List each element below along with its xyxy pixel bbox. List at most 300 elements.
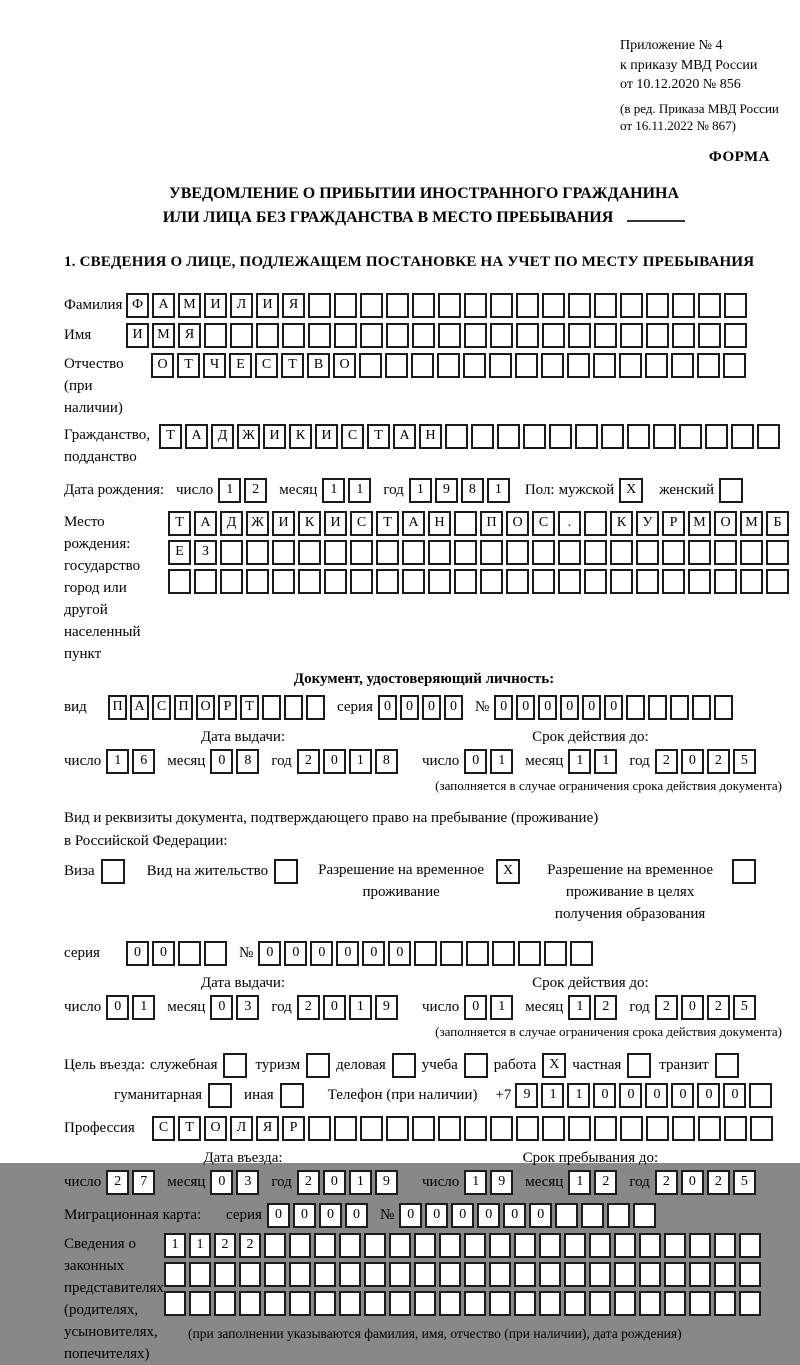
form-cell[interactable]: В — [307, 353, 330, 378]
form-cell[interactable]: 0 — [697, 1083, 720, 1108]
purpose-tourism-checkbox[interactable] — [306, 1053, 330, 1078]
form-cell[interactable] — [607, 1203, 630, 1228]
form-cell[interactable]: 0 — [106, 995, 129, 1020]
form-cell[interactable]: 5 — [733, 995, 756, 1020]
form-cell[interactable] — [724, 1116, 747, 1141]
form-cell[interactable] — [648, 695, 667, 720]
form-cell[interactable]: 2 — [244, 478, 267, 503]
form-cell[interactable]: 0 — [267, 1203, 290, 1228]
form-cell[interactable] — [544, 941, 567, 966]
form-cell[interactable] — [619, 353, 642, 378]
form-cell[interactable] — [204, 323, 227, 348]
form-cell[interactable] — [662, 540, 685, 565]
form-cell[interactable] — [568, 323, 591, 348]
form-cell[interactable] — [308, 1116, 331, 1141]
sex-male-checkbox[interactable]: X — [619, 478, 643, 503]
form-cell[interactable]: И — [272, 511, 295, 536]
form-cell[interactable] — [414, 1233, 436, 1258]
form-cell[interactable]: 1 — [541, 1083, 564, 1108]
form-cell[interactable] — [636, 540, 659, 565]
form-cell[interactable] — [731, 424, 754, 449]
form-cell[interactable] — [350, 540, 373, 565]
form-cell[interactable] — [414, 1291, 436, 1316]
form-cell[interactable]: 1 — [322, 478, 345, 503]
form-cell[interactable] — [364, 1233, 386, 1258]
form-cell[interactable]: 2 — [106, 1170, 129, 1195]
form-cell[interactable] — [489, 1291, 511, 1316]
form-cell[interactable] — [264, 1291, 286, 1316]
form-cell[interactable]: К — [298, 511, 321, 536]
form-cell[interactable] — [239, 1291, 261, 1316]
form-cell[interactable] — [445, 424, 468, 449]
form-cell[interactable]: 9 — [375, 995, 398, 1020]
form-cell[interactable] — [739, 1233, 761, 1258]
form-cell[interactable] — [389, 1233, 411, 1258]
form-cell[interactable]: 0 — [210, 749, 233, 774]
form-cell[interactable]: 1 — [464, 1170, 487, 1195]
form-cell[interactable] — [284, 695, 303, 720]
form-cell[interactable] — [664, 1233, 686, 1258]
purpose-private-checkbox[interactable] — [627, 1053, 651, 1078]
form-cell[interactable] — [386, 323, 409, 348]
form-cell[interactable] — [670, 695, 689, 720]
form-cell[interactable]: 2 — [594, 1170, 617, 1195]
form-cell[interactable] — [614, 1233, 636, 1258]
form-cell[interactable] — [339, 1291, 361, 1316]
form-cell[interactable] — [614, 1262, 636, 1287]
form-cell[interactable]: 1 — [487, 478, 510, 503]
form-cell[interactable]: 5 — [733, 1170, 756, 1195]
form-cell[interactable]: 0 — [422, 695, 441, 720]
form-cell[interactable]: И — [324, 511, 347, 536]
form-cell[interactable] — [214, 1262, 236, 1287]
form-cell[interactable] — [339, 1233, 361, 1258]
form-cell[interactable]: 0 — [400, 695, 419, 720]
form-cell[interactable] — [439, 1262, 461, 1287]
form-cell[interactable] — [698, 1116, 721, 1141]
form-cell[interactable]: 0 — [464, 995, 487, 1020]
form-cell[interactable] — [639, 1291, 661, 1316]
form-cell[interactable]: 2 — [655, 749, 678, 774]
form-cell[interactable]: 9 — [375, 1170, 398, 1195]
form-cell[interactable] — [489, 353, 512, 378]
form-cell[interactable] — [194, 569, 217, 594]
form-cell[interactable]: Е — [168, 540, 191, 565]
form-cell[interactable] — [589, 1291, 611, 1316]
form-cell[interactable] — [514, 1291, 536, 1316]
form-cell[interactable]: К — [289, 424, 312, 449]
form-cell[interactable] — [314, 1291, 336, 1316]
form-cell[interactable] — [239, 1262, 261, 1287]
form-cell[interactable] — [360, 323, 383, 348]
form-cell[interactable]: Т — [240, 695, 259, 720]
form-cell[interactable]: 1 — [218, 478, 241, 503]
form-cell[interactable] — [714, 1291, 736, 1316]
form-cell[interactable]: 2 — [297, 995, 320, 1020]
form-cell[interactable] — [589, 1233, 611, 1258]
form-cell[interactable] — [724, 293, 747, 318]
form-cell[interactable] — [724, 323, 747, 348]
form-cell[interactable] — [594, 323, 617, 348]
form-cell[interactable] — [688, 569, 711, 594]
form-cell[interactable] — [594, 293, 617, 318]
form-cell[interactable] — [314, 1262, 336, 1287]
form-cell[interactable]: 1 — [349, 749, 372, 774]
form-cell[interactable] — [698, 293, 721, 318]
form-cell[interactable] — [646, 293, 669, 318]
form-cell[interactable]: Т — [281, 353, 304, 378]
form-cell[interactable]: 1 — [349, 1170, 372, 1195]
form-cell[interactable] — [532, 569, 555, 594]
purpose-other-checkbox[interactable] — [280, 1083, 304, 1108]
form-cell[interactable]: 2 — [239, 1233, 261, 1258]
form-cell[interactable] — [542, 293, 565, 318]
form-cell[interactable] — [246, 569, 269, 594]
form-cell[interactable]: Н — [419, 424, 442, 449]
form-cell[interactable]: Я — [256, 1116, 279, 1141]
purpose-work-checkbox[interactable]: X — [542, 1053, 566, 1078]
form-cell[interactable]: А — [185, 424, 208, 449]
form-cell[interactable]: А — [130, 695, 149, 720]
form-cell[interactable] — [516, 1116, 539, 1141]
form-cell[interactable]: О — [204, 1116, 227, 1141]
form-cell[interactable]: У — [636, 511, 659, 536]
form-cell[interactable] — [466, 941, 489, 966]
form-cell[interactable] — [189, 1291, 211, 1316]
residence-permit-checkbox[interactable] — [274, 859, 298, 884]
form-cell[interactable] — [610, 540, 633, 565]
form-cell[interactable]: И — [126, 323, 149, 348]
form-cell[interactable]: М — [178, 293, 201, 318]
form-cell[interactable]: 0 — [444, 695, 463, 720]
form-cell[interactable]: 0 — [284, 941, 307, 966]
form-cell[interactable]: 0 — [388, 941, 411, 966]
form-cell[interactable]: 0 — [604, 695, 623, 720]
form-cell[interactable]: Т — [168, 511, 191, 536]
form-cell[interactable] — [541, 353, 564, 378]
form-cell[interactable] — [411, 353, 434, 378]
form-cell[interactable]: Л — [230, 293, 253, 318]
form-cell[interactable]: 3 — [236, 1170, 259, 1195]
form-cell[interactable]: 0 — [619, 1083, 642, 1108]
form-cell[interactable]: Л — [230, 1116, 253, 1141]
form-cell[interactable] — [568, 1116, 591, 1141]
form-cell[interactable] — [567, 353, 590, 378]
form-cell[interactable] — [558, 540, 581, 565]
form-cell[interactable]: 2 — [707, 1170, 730, 1195]
form-cell[interactable] — [220, 569, 243, 594]
form-cell[interactable]: О — [714, 511, 737, 536]
form-cell[interactable]: Р — [218, 695, 237, 720]
form-cell[interactable] — [428, 569, 451, 594]
form-cell[interactable] — [376, 540, 399, 565]
form-cell[interactable]: О — [333, 353, 356, 378]
form-cell[interactable]: 0 — [681, 1170, 704, 1195]
form-cell[interactable]: 2 — [655, 995, 678, 1020]
form-cell[interactable] — [714, 695, 733, 720]
form-cell[interactable]: 0 — [293, 1203, 316, 1228]
form-cell[interactable] — [584, 511, 607, 536]
form-cell[interactable]: С — [152, 695, 171, 720]
form-cell[interactable]: 8 — [461, 478, 484, 503]
form-cell[interactable] — [306, 695, 325, 720]
form-cell[interactable]: С — [152, 1116, 175, 1141]
form-cell[interactable] — [516, 323, 539, 348]
form-cell[interactable] — [489, 1233, 511, 1258]
visa-checkbox[interactable] — [101, 859, 125, 884]
form-cell[interactable] — [298, 540, 321, 565]
form-cell[interactable]: 0 — [538, 695, 557, 720]
form-cell[interactable]: 0 — [464, 749, 487, 774]
form-cell[interactable] — [564, 1233, 586, 1258]
form-cell[interactable]: 1 — [409, 478, 432, 503]
form-cell[interactable] — [653, 424, 676, 449]
form-cell[interactable] — [454, 511, 477, 536]
form-cell[interactable] — [464, 1262, 486, 1287]
form-cell[interactable] — [272, 540, 295, 565]
form-cell[interactable]: 1 — [568, 995, 591, 1020]
form-cell[interactable] — [262, 695, 281, 720]
form-cell[interactable] — [324, 569, 347, 594]
form-cell[interactable]: 8 — [236, 749, 259, 774]
form-cell[interactable] — [298, 569, 321, 594]
form-cell[interactable] — [308, 323, 331, 348]
form-cell[interactable] — [334, 293, 357, 318]
form-cell[interactable]: М — [152, 323, 175, 348]
form-cell[interactable] — [412, 293, 435, 318]
form-cell[interactable] — [428, 540, 451, 565]
form-cell[interactable]: И — [315, 424, 338, 449]
form-cell[interactable]: 0 — [362, 941, 385, 966]
form-cell[interactable]: Р — [282, 1116, 305, 1141]
form-cell[interactable] — [698, 323, 721, 348]
form-cell[interactable] — [636, 569, 659, 594]
form-cell[interactable] — [646, 323, 669, 348]
form-cell[interactable] — [464, 1233, 486, 1258]
form-cell[interactable] — [364, 1262, 386, 1287]
form-cell[interactable] — [564, 1291, 586, 1316]
form-cell[interactable] — [740, 540, 763, 565]
form-cell[interactable]: Т — [367, 424, 390, 449]
form-cell[interactable]: М — [740, 511, 763, 536]
form-cell[interactable] — [246, 540, 269, 565]
form-cell[interactable] — [437, 353, 460, 378]
form-cell[interactable] — [705, 424, 728, 449]
form-cell[interactable]: А — [402, 511, 425, 536]
form-cell[interactable] — [564, 1262, 586, 1287]
form-cell[interactable] — [412, 1116, 435, 1141]
form-cell[interactable]: 2 — [655, 1170, 678, 1195]
form-cell[interactable] — [697, 353, 720, 378]
form-cell[interactable] — [492, 941, 515, 966]
form-cell[interactable] — [620, 323, 643, 348]
form-cell[interactable] — [214, 1291, 236, 1316]
form-cell[interactable] — [593, 353, 616, 378]
form-cell[interactable] — [464, 1116, 487, 1141]
form-cell[interactable] — [386, 1116, 409, 1141]
form-cell[interactable] — [414, 1262, 436, 1287]
form-cell[interactable]: Т — [178, 1116, 201, 1141]
purpose-official-checkbox[interactable] — [223, 1053, 247, 1078]
form-cell[interactable]: 0 — [258, 941, 281, 966]
form-cell[interactable]: Н — [428, 511, 451, 536]
form-cell[interactable]: 0 — [477, 1203, 500, 1228]
purpose-humanitarian-checkbox[interactable] — [208, 1083, 232, 1108]
form-cell[interactable]: 0 — [323, 749, 346, 774]
form-cell[interactable]: 0 — [645, 1083, 668, 1108]
form-cell[interactable] — [339, 1262, 361, 1287]
form-cell[interactable]: 0 — [399, 1203, 422, 1228]
form-cell[interactable]: . — [558, 511, 581, 536]
form-cell[interactable]: 2 — [707, 749, 730, 774]
form-cell[interactable] — [464, 293, 487, 318]
form-cell[interactable] — [739, 1262, 761, 1287]
form-cell[interactable] — [386, 293, 409, 318]
form-cell[interactable] — [506, 540, 529, 565]
form-cell[interactable]: 1 — [594, 749, 617, 774]
form-cell[interactable] — [539, 1291, 561, 1316]
form-cell[interactable] — [439, 1291, 461, 1316]
form-cell[interactable]: 0 — [310, 941, 333, 966]
form-cell[interactable]: 1 — [490, 749, 513, 774]
form-cell[interactable] — [350, 569, 373, 594]
purpose-business-checkbox[interactable] — [392, 1053, 416, 1078]
form-cell[interactable]: 0 — [210, 995, 233, 1020]
form-cell[interactable] — [664, 1291, 686, 1316]
form-cell[interactable] — [749, 1083, 772, 1108]
form-cell[interactable]: 0 — [681, 995, 704, 1020]
form-cell[interactable] — [601, 424, 624, 449]
form-cell[interactable]: 0 — [451, 1203, 474, 1228]
form-cell[interactable] — [376, 569, 399, 594]
form-cell[interactable] — [334, 323, 357, 348]
form-cell[interactable]: Ж — [237, 424, 260, 449]
form-cell[interactable] — [645, 353, 668, 378]
form-cell[interactable]: 5 — [733, 749, 756, 774]
form-cell[interactable] — [282, 323, 305, 348]
form-cell[interactable]: Д — [211, 424, 234, 449]
form-cell[interactable] — [490, 323, 513, 348]
form-cell[interactable] — [679, 424, 702, 449]
form-cell[interactable] — [412, 323, 435, 348]
form-cell[interactable]: С — [255, 353, 278, 378]
form-cell[interactable] — [164, 1291, 186, 1316]
form-cell[interactable] — [440, 941, 463, 966]
form-cell[interactable]: Д — [220, 511, 243, 536]
form-cell[interactable]: М — [688, 511, 711, 536]
form-cell[interactable] — [688, 540, 711, 565]
form-cell[interactable] — [620, 293, 643, 318]
form-cell[interactable] — [454, 540, 477, 565]
form-cell[interactable] — [490, 1116, 513, 1141]
form-cell[interactable] — [168, 569, 191, 594]
form-cell[interactable] — [220, 540, 243, 565]
form-cell[interactable]: 2 — [297, 749, 320, 774]
form-cell[interactable] — [689, 1233, 711, 1258]
form-cell[interactable] — [480, 569, 503, 594]
form-cell[interactable] — [589, 1262, 611, 1287]
form-cell[interactable] — [464, 323, 487, 348]
form-cell[interactable] — [620, 1116, 643, 1141]
form-cell[interactable] — [264, 1233, 286, 1258]
form-cell[interactable] — [539, 1233, 561, 1258]
form-cell[interactable]: 0 — [671, 1083, 694, 1108]
form-cell[interactable] — [523, 424, 546, 449]
form-cell[interactable]: И — [263, 424, 286, 449]
form-cell[interactable] — [454, 569, 477, 594]
form-cell[interactable] — [272, 569, 295, 594]
form-cell[interactable] — [664, 1262, 686, 1287]
form-cell[interactable]: 0 — [723, 1083, 746, 1108]
form-cell[interactable] — [402, 540, 425, 565]
form-cell[interactable]: С — [341, 424, 364, 449]
form-cell[interactable]: 0 — [126, 941, 149, 966]
temp-residence-permit-checkbox[interactable]: X — [496, 859, 520, 884]
form-cell[interactable] — [164, 1262, 186, 1287]
form-cell[interactable] — [360, 293, 383, 318]
sex-female-checkbox[interactable] — [719, 478, 743, 503]
form-cell[interactable] — [614, 1291, 636, 1316]
form-cell[interactable] — [639, 1262, 661, 1287]
form-cell[interactable]: А — [194, 511, 217, 536]
form-cell[interactable]: 2 — [594, 995, 617, 1020]
form-cell[interactable]: 0 — [494, 695, 513, 720]
form-cell[interactable]: 2 — [297, 1170, 320, 1195]
form-cell[interactable]: 7 — [132, 1170, 155, 1195]
form-cell[interactable]: 1 — [164, 1233, 186, 1258]
form-cell[interactable] — [497, 424, 520, 449]
form-cell[interactable] — [402, 569, 425, 594]
form-cell[interactable]: Т — [177, 353, 200, 378]
form-cell[interactable]: А — [393, 424, 416, 449]
form-cell[interactable] — [627, 424, 650, 449]
form-cell[interactable] — [639, 1233, 661, 1258]
form-cell[interactable] — [581, 1203, 604, 1228]
form-cell[interactable]: 1 — [490, 995, 513, 1020]
form-cell[interactable] — [178, 941, 201, 966]
form-cell[interactable]: 2 — [214, 1233, 236, 1258]
form-cell[interactable]: Я — [178, 323, 201, 348]
form-cell[interactable] — [584, 540, 607, 565]
form-cell[interactable] — [626, 695, 645, 720]
purpose-study-checkbox[interactable] — [464, 1053, 488, 1078]
form-cell[interactable] — [555, 1203, 578, 1228]
form-cell[interactable]: П — [480, 511, 503, 536]
form-cell[interactable] — [542, 1116, 565, 1141]
form-cell[interactable] — [439, 1233, 461, 1258]
form-cell[interactable] — [314, 1233, 336, 1258]
form-cell[interactable] — [464, 1291, 486, 1316]
form-cell[interactable] — [438, 1116, 461, 1141]
form-cell[interactable]: Ж — [246, 511, 269, 536]
form-cell[interactable]: Б — [766, 511, 789, 536]
form-cell[interactable]: 1 — [189, 1233, 211, 1258]
form-cell[interactable]: И — [204, 293, 227, 318]
form-cell[interactable] — [308, 293, 331, 318]
form-cell[interactable] — [514, 1262, 536, 1287]
form-cell[interactable] — [714, 540, 737, 565]
form-cell[interactable]: 6 — [132, 749, 155, 774]
form-cell[interactable] — [385, 353, 408, 378]
form-cell[interactable]: Ч — [203, 353, 226, 378]
form-cell[interactable] — [739, 1291, 761, 1316]
form-cell[interactable]: 0 — [529, 1203, 552, 1228]
form-cell[interactable] — [389, 1291, 411, 1316]
form-cell[interactable]: 1 — [568, 749, 591, 774]
form-cell[interactable]: 0 — [503, 1203, 526, 1228]
form-cell[interactable] — [264, 1262, 286, 1287]
form-cell[interactable] — [289, 1233, 311, 1258]
